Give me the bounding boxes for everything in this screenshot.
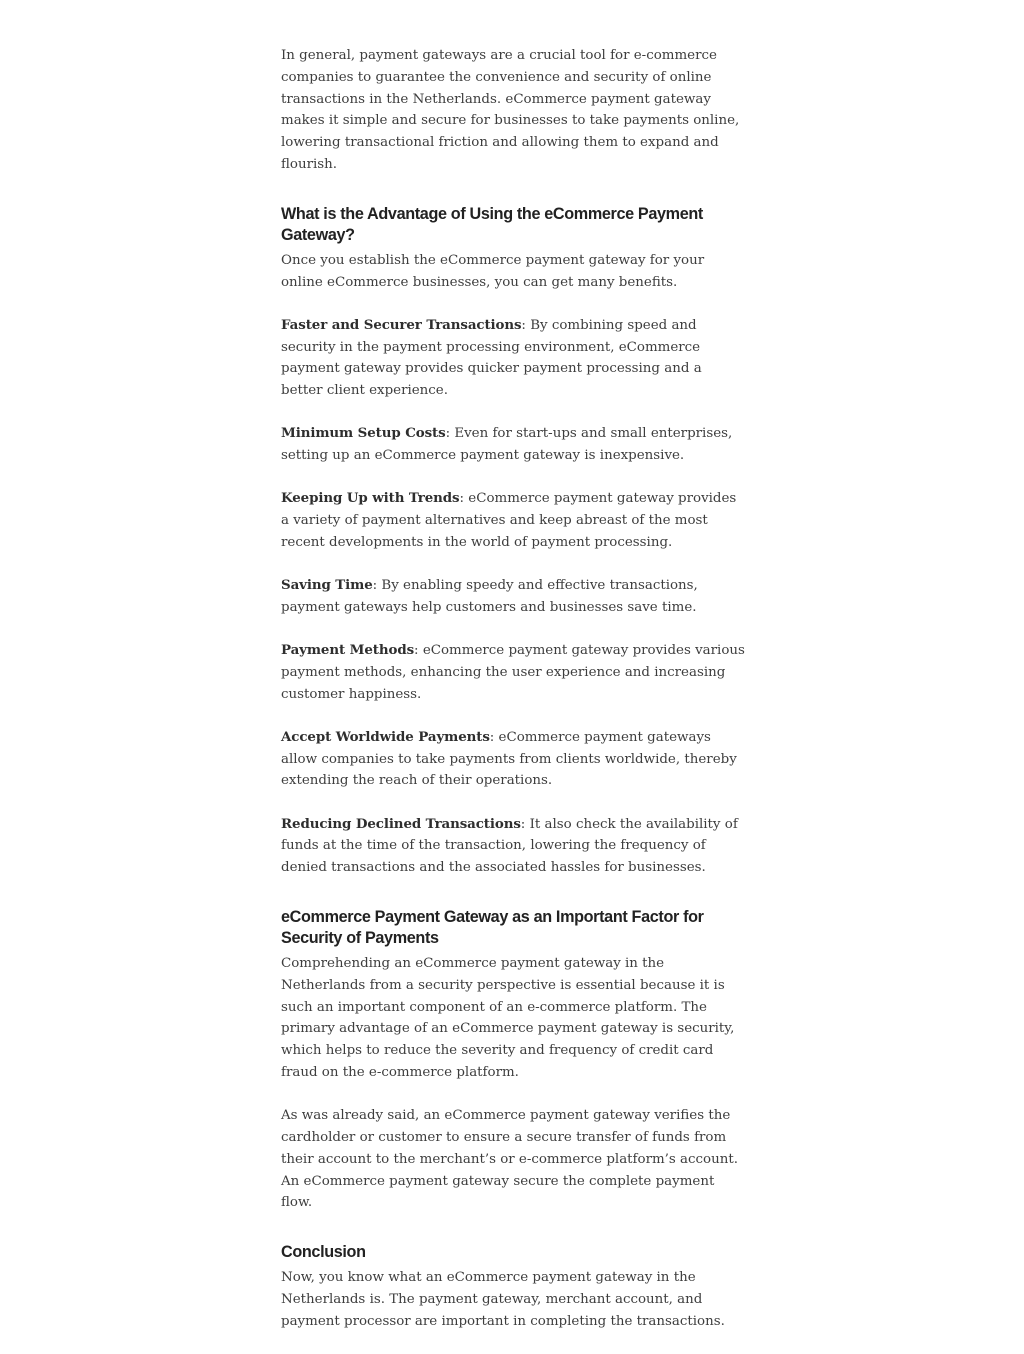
advantage-term: Minimum Setup Costs	[281, 425, 446, 442]
intro-paragraph: In general, payment gateways are a crucial tool for e-commerce companies to guarantee the convenience and security of online transactions in the Netherlands. eCommerce payment gateway makes it simple and secure for businesses to take payments online, lowering transactional friction and allowing them to expand and flourish.	[281, 48, 740, 172]
security-heading: eCommerce Payment Gateway as an Important Factor for Security of Payments	[281, 908, 704, 948]
article-body	[281, 45, 747, 1354]
advantage-text: : Even for start-ups and small enterprises, setting up an eCommerce payment gateway is inexpensive.	[281, 426, 733, 464]
advantage-term: Keeping Up with Trends	[281, 490, 460, 507]
advantage-text: : eCommerce payment gateway provides various payment methods, enhancing the user experience and increasing customer happiness.	[281, 643, 745, 702]
advantage-item-setup-costs	[281, 423, 747, 467]
advantage-item-faster-transactions	[281, 315, 747, 402]
advantages-lead-paragraph: Once you establish the eCommerce payment gateway for your online eCommerce businesses, you can get many benefits.	[281, 252, 705, 290]
advantage-term: Reducing Declined Transactions	[281, 815, 521, 832]
advantage-item-trends	[281, 488, 747, 553]
advantage-text: : It also check the availability of funds at the time of the transaction, lowering the frequency of denied transactions and the associated hassles for businesses.	[281, 816, 738, 876]
security-paragraph: As was already said, an eCommerce payment gateway verifies the cardholder or customer to ensure a secure transfer of funds from their account to the merchant’s or e-commerce platform’s account. An eCommerce payment gateway secure the complete payment flow.	[281, 1108, 738, 1211]
security-paragraph: Comprehending an eCommerce payment gateway in the Netherlands from a security perspective is essential because it is such an important component of an e-commerce platform. The primary advantage of an eCommerce payment gateway is security, which helps to reduce the severity and frequency of credit card fraud on the e-commerce platform.	[281, 956, 735, 1081]
advantage-term: Saving Time	[281, 577, 373, 594]
advantage-text: : By combining speed and security in the payment processing environment, eCommerce payment gateway provides quicker payment processing and a better client experience.	[281, 317, 702, 399]
advantages-heading: What is the Advantage of Using the eCommerce Payment Gateway?	[281, 204, 703, 244]
advantage-item-saving-time	[281, 575, 747, 619]
advantage-item-declined-transactions	[281, 814, 747, 879]
advantage-item-worldwide-payments	[281, 727, 747, 792]
advantage-term: Accept Worldwide Payments	[281, 728, 490, 745]
advantage-term: Payment Methods	[281, 642, 415, 659]
advantage-item-payment-methods	[281, 640, 747, 705]
conclusion-heading: Conclusion	[281, 1243, 366, 1262]
advantage-text: : By enabling speedy and effective transactions, payment gateways help customers and businesses save time.	[281, 578, 698, 615]
advantage-term: Faster and Securer Transactions	[281, 316, 522, 333]
advantage-text: : eCommerce payment gateway provides a variety of payment alternatives and keep abreast of the most recent developments in the world of payment processing.	[281, 491, 737, 550]
advantage-text: : eCommerce payment gateways allow companies to take payments from clients worldwide, thereby extending the reach of their operations.	[281, 729, 737, 789]
conclusion-paragraph: Now, you know what an eCommerce payment gateway in the Netherlands is. The payment gateway, merchant account, and payment processor are important in completing the transactions.	[281, 1270, 725, 1329]
